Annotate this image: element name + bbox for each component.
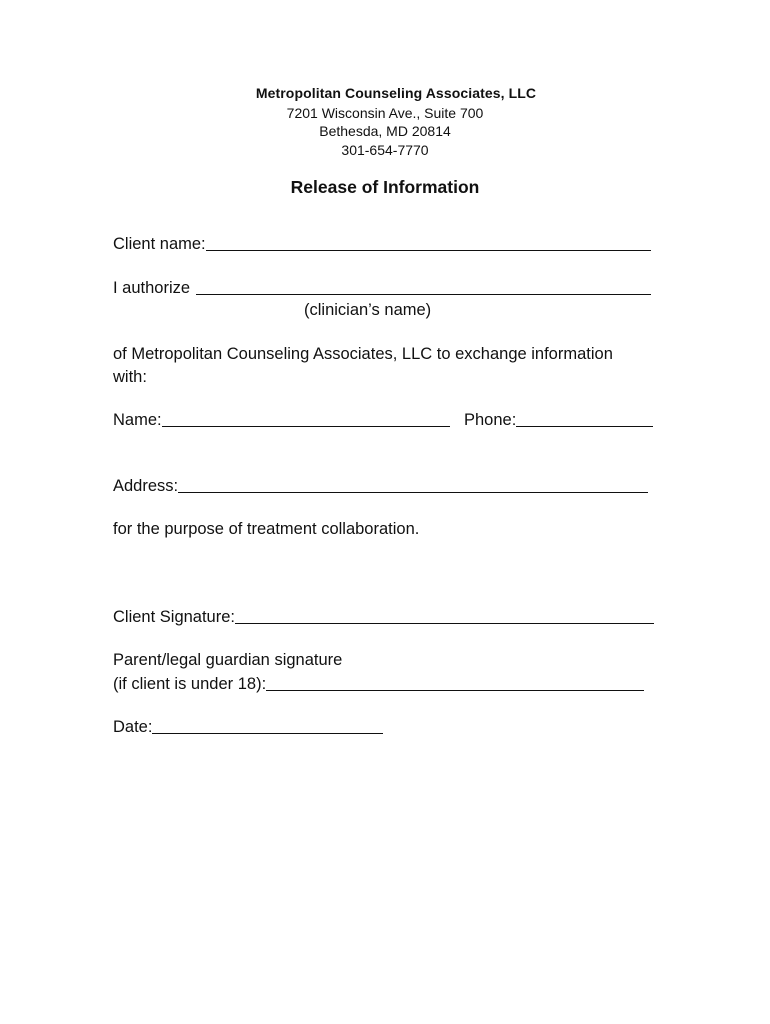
recipient-name-field[interactable] [162, 410, 450, 427]
recipient-address-label: Address: [113, 477, 179, 495]
date-label: Date: [113, 718, 153, 736]
client-name-label: Client name: [113, 235, 206, 253]
authorize-row [113, 278, 651, 298]
authorize-label: I authorize [113, 279, 191, 297]
clinician-name-field[interactable] [196, 278, 651, 295]
exchange-text-line-2: with: [113, 368, 147, 386]
client-name-row [113, 234, 651, 254]
client-name-field[interactable] [206, 234, 651, 251]
recipient-address-field[interactable] [178, 476, 648, 493]
clinician-name-note: (clinician’s name) [304, 301, 432, 319]
client-signature-field[interactable] [235, 607, 654, 624]
exchange-text-line-1: of Metropolitan Counseling Associates, LLC to exchange information [113, 345, 613, 363]
date-field[interactable] [152, 717, 383, 734]
document-title: Release of Information [290, 177, 480, 197]
recipient-phone-field[interactable] [516, 410, 653, 427]
recipient-name-row [113, 410, 450, 430]
client-signature-row [113, 607, 654, 627]
organization-address: 7201 Wisconsin Ave., Suite 700 [286, 105, 484, 121]
recipient-phone-row [464, 410, 653, 430]
guardian-signature-row [113, 674, 644, 694]
guardian-signature-field[interactable] [266, 674, 644, 691]
client-signature-label: Client Signature: [113, 608, 235, 626]
organization-city: Bethesda, MD 20814 [319, 123, 451, 139]
guardian-signature-label-line-2: (if client is under 18): [113, 675, 267, 693]
organization-name: Metropolitan Counseling Associates, LLC [255, 85, 537, 101]
guardian-signature-label-line-1: Parent/legal guardian signature [113, 651, 343, 669]
recipient-name-label: Name: [113, 411, 162, 429]
date-row [113, 717, 383, 737]
recipient-address-row [113, 476, 648, 496]
recipient-phone-label: Phone: [464, 411, 517, 429]
organization-phone: 301-654-7770 [341, 142, 429, 158]
purpose-text: for the purpose of treatment collaboration. [113, 520, 420, 538]
